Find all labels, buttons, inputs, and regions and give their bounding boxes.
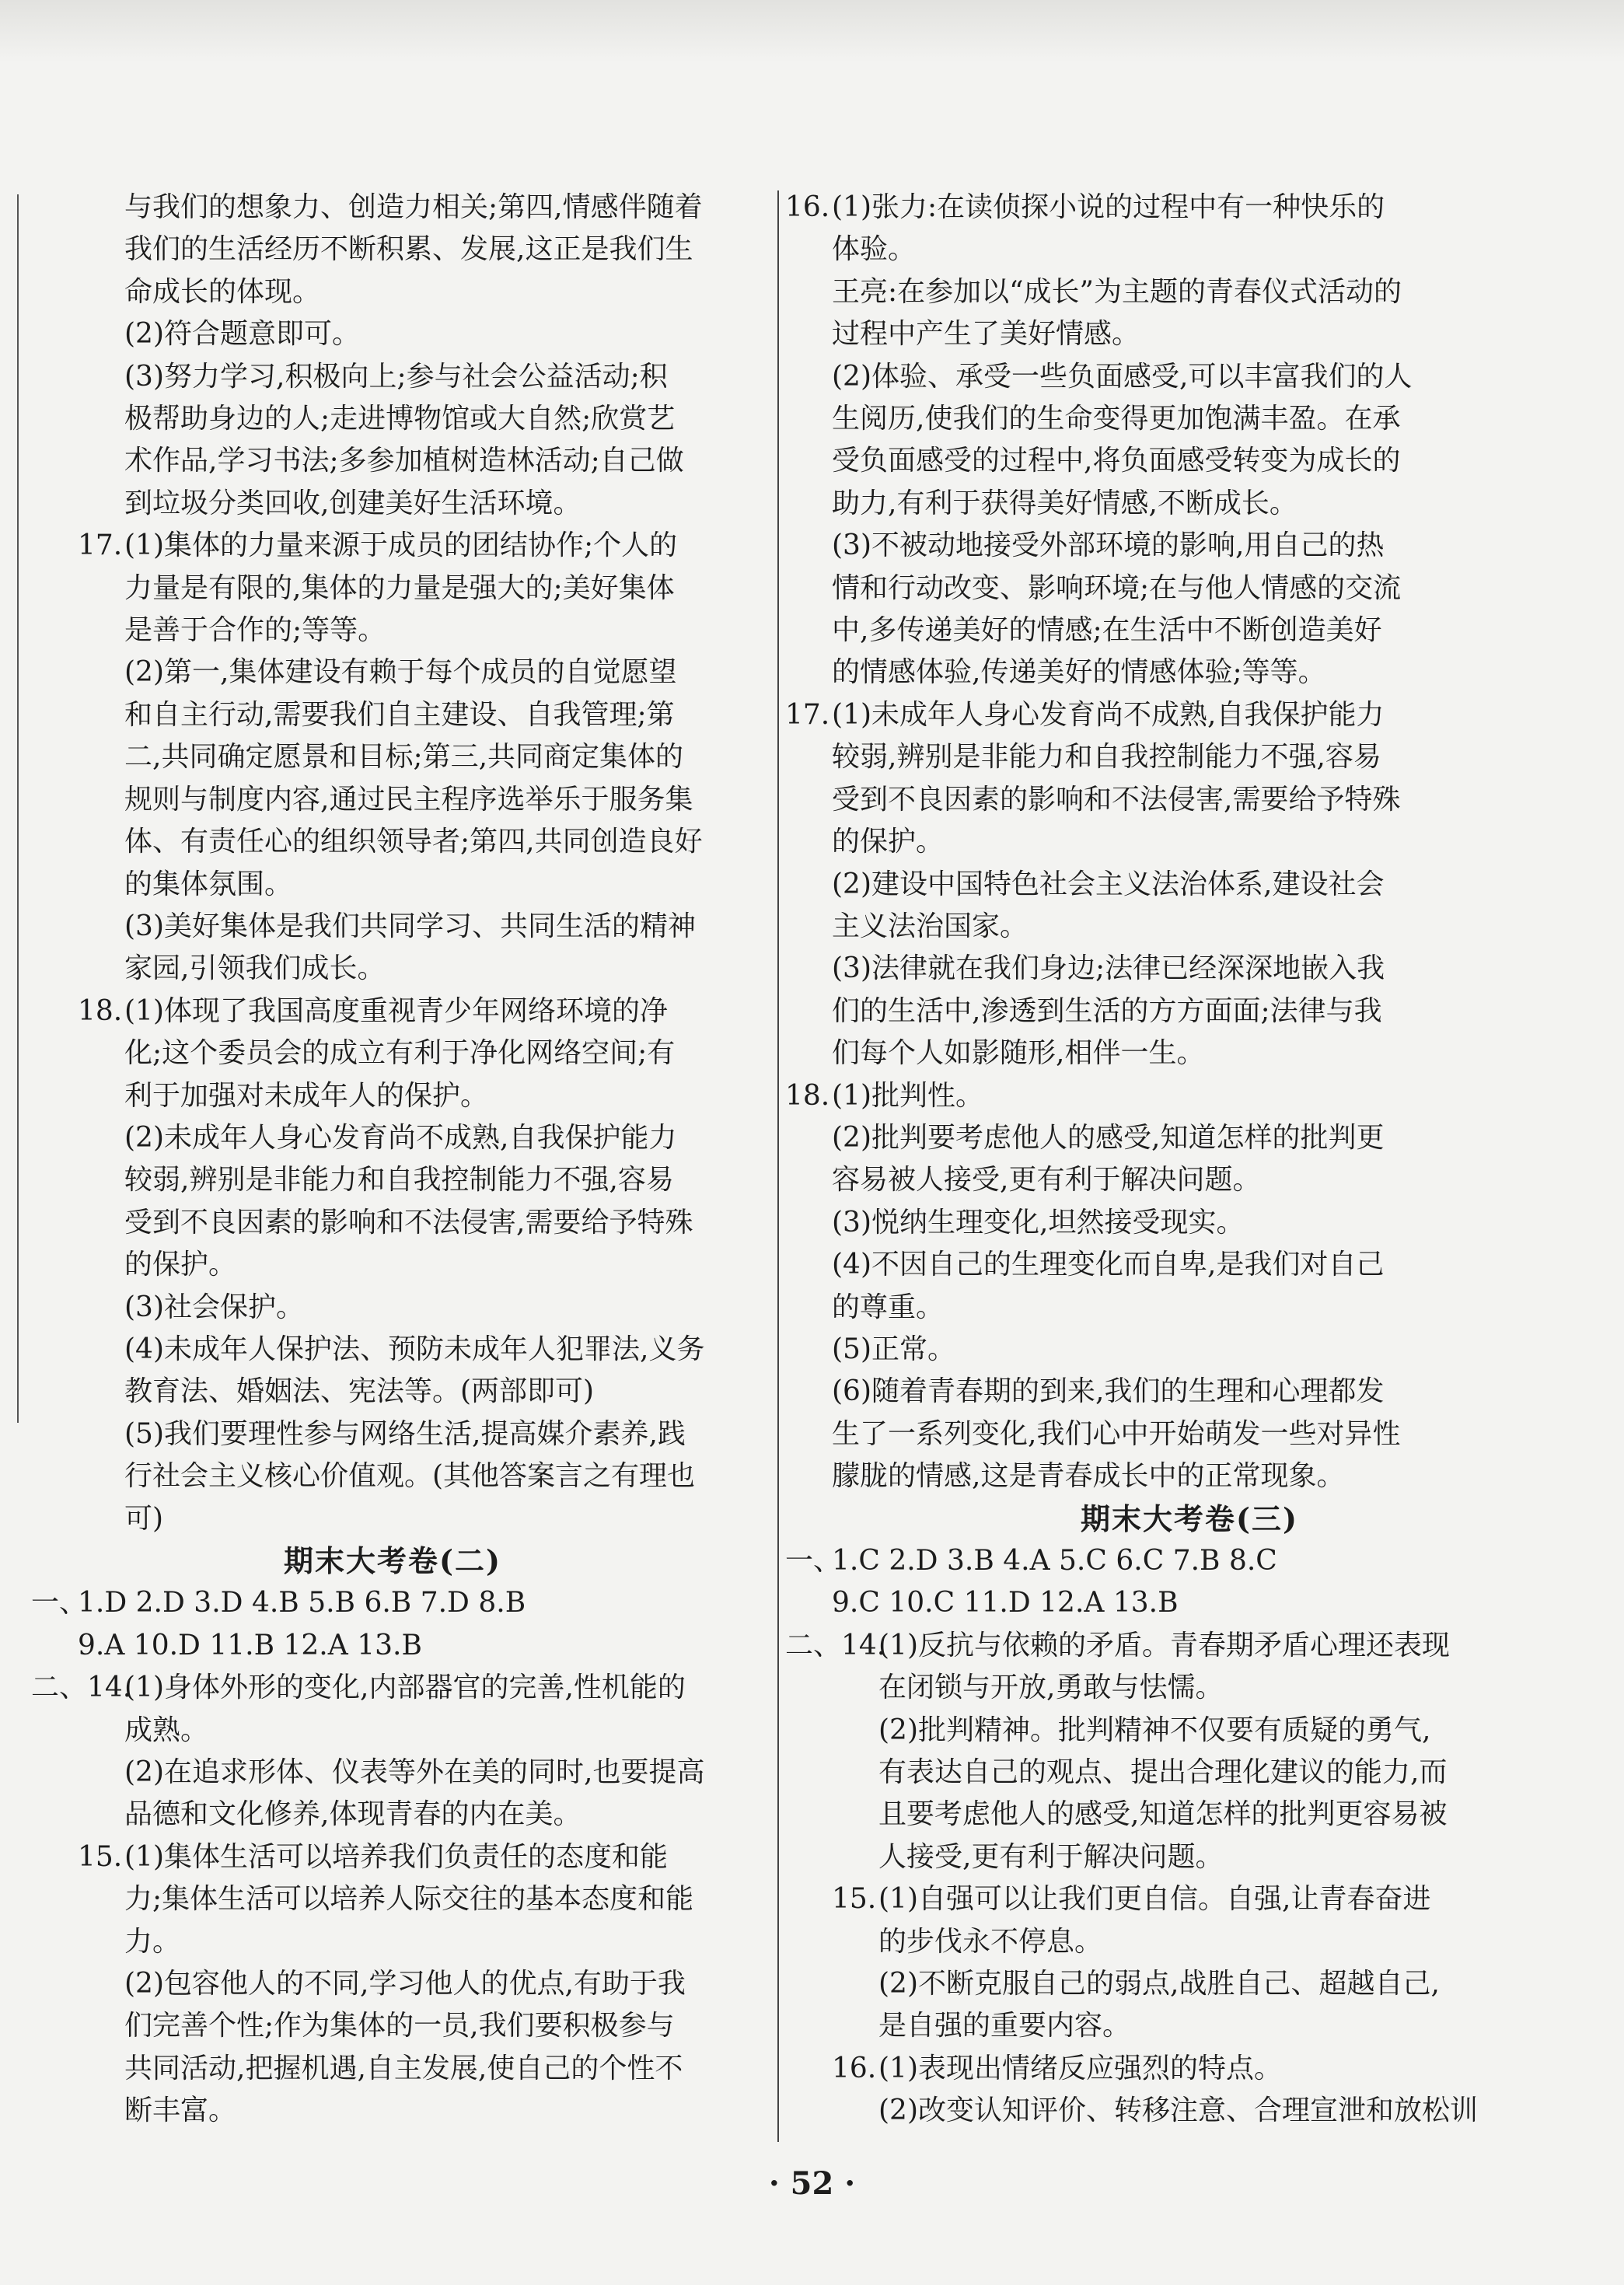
answer-block xyxy=(785,1878,1594,1963)
answer-line: 受到不良因素的影响和不法侵害,需要给予特殊 xyxy=(124,1206,693,1239)
answer-line: 助力,有利于获得美好情感,不断成长。 xyxy=(832,487,1297,519)
answer-line: 较弱,辨别是非能力和自我控制能力不强,容易 xyxy=(124,1164,674,1197)
answer-block xyxy=(785,187,1594,271)
answer-line: 可) xyxy=(124,1502,164,1535)
section-heading xyxy=(785,1498,1594,1540)
answer-line: 们的生活中,渗透到生活的方方面面;法律与我 xyxy=(832,994,1382,1027)
answer-block xyxy=(785,2048,1594,2090)
right-column xyxy=(785,187,1594,2133)
answer-block xyxy=(31,313,754,355)
answer-line: 力;集体生活可以培养人际交往的基本态度和能 xyxy=(124,1883,694,1916)
answer-line: 们每个人如影随形,相伴一生。 xyxy=(832,1037,1205,1070)
answer-line: 与我们的想象力、创造力相关;第四,情感伴随着 xyxy=(124,191,703,223)
answer-line: 中,多传递美好的情感;在生活中不断创造美好 xyxy=(832,614,1382,647)
answer-line: 规则与制度内容,通过民主程序选举乐于服务集 xyxy=(124,783,693,816)
section-heading-text: 期末大考卷(三) xyxy=(1081,1501,1298,1536)
answer-block xyxy=(31,1413,754,1540)
answer-line: 行社会主义核心价值观。(其他答案言之有理也 xyxy=(124,1460,696,1493)
question-number: 16. xyxy=(785,191,830,223)
answer-line: 情和行动改变、影响环境;在与他人情感的交流 xyxy=(832,571,1402,604)
answer-line: (3)美好集体是我们共同学习、共同生活的精神 xyxy=(124,910,696,942)
answer-line: (5)正常。 xyxy=(832,1333,955,1365)
answer-line: 的步伐永不停息。 xyxy=(878,1925,1103,1958)
question-number: 16. xyxy=(832,2052,877,2084)
answer-line: (6)随着青春期的到来,我们的生理和心理都发 xyxy=(832,1375,1385,1408)
answer-line: (2)改变认知评价、转移注意、合理宣泄和放松训 xyxy=(878,2095,1478,2127)
answer-block xyxy=(31,1836,754,1963)
answer-block xyxy=(31,1625,754,1667)
left-margin-rule xyxy=(17,194,19,1423)
answer-line: 且要考虑他人的感受,知道怎样的批判更容易被 xyxy=(878,1798,1448,1831)
answer-block xyxy=(31,652,754,905)
answer-line: 共同活动,把握机遇,自主发展,使自己的个性不 xyxy=(124,2052,683,2084)
answer-line: 王亮:在参加以“成长”为主题的青春仪式活动的 xyxy=(832,275,1402,308)
answer-line: 二,共同确定愿景和目标;第三,共同商定集体的 xyxy=(124,741,684,774)
answer-line: 较弱,辨别是非能力和自我控制能力不强,容易 xyxy=(832,741,1381,774)
answer-line: (1)集体生活可以培养我们负责任的态度和能 xyxy=(124,1840,668,1873)
answer-line: (1)身体外形的变化,内部器官的完善,性机能的 xyxy=(124,1672,686,1704)
answer-block xyxy=(785,1244,1594,1329)
answer-block xyxy=(785,2090,1594,2132)
question-number: 18. xyxy=(785,1079,830,1112)
left-column xyxy=(31,187,754,2133)
section-heading xyxy=(31,1540,754,1582)
answer-line: (2)体验、承受一些负面感受,可以丰富我们的人 xyxy=(832,360,1413,393)
answer-line: (3)努力学习,积极向上;参与社会公益活动;积 xyxy=(124,360,668,393)
answer-block xyxy=(785,1075,1594,1117)
answer-block xyxy=(785,948,1594,1074)
answer-block xyxy=(785,1540,1594,1582)
page-top-edge xyxy=(0,0,1624,62)
answer-block xyxy=(31,1963,754,2133)
answer-line: 的尊重。 xyxy=(832,1291,945,1323)
answer-line: 1.D 2.D 3.D 4.B 5.B 6.B 7.D 8.B xyxy=(78,1587,526,1619)
question-number: 17. xyxy=(78,529,123,562)
answer-block xyxy=(785,1329,1594,1371)
answer-line: 容易被人接受,更有利于解决问题。 xyxy=(832,1164,1261,1197)
answer-block xyxy=(785,864,1594,949)
answer-line: 人接受,更有利于解决问题。 xyxy=(878,1840,1224,1873)
answer-line: (1)表现出情绪反应强烈的特点。 xyxy=(878,2052,1282,2084)
answer-block xyxy=(785,1710,1594,1879)
answer-line: 朦胧的情感,这是青春成长中的正常现象。 xyxy=(832,1460,1345,1493)
answer-line: (3)悦纳生理变化,坦然接受现实。 xyxy=(832,1206,1245,1239)
answer-block xyxy=(31,525,754,652)
answer-line: 体验。 xyxy=(832,233,917,266)
answer-line: 我们的生活经历不断积累、发展,这正是我们生 xyxy=(124,233,693,266)
answer-line: 断丰富。 xyxy=(124,2095,237,2127)
answer-line: (2)符合题意即可。 xyxy=(124,318,360,351)
page-number: · 52 · xyxy=(768,2165,856,2202)
question-number: 15. xyxy=(832,1883,877,1916)
answer-block xyxy=(31,1287,754,1329)
answer-line: (4)未成年人保护法、预防未成年人犯罪法,义务 xyxy=(124,1333,705,1365)
answer-block xyxy=(785,271,1594,356)
answer-block xyxy=(785,1625,1594,1710)
answer-block xyxy=(785,356,1594,526)
answer-line: 的保护。 xyxy=(124,1249,237,1281)
answer-line: (1)批判性。 xyxy=(832,1079,983,1112)
answer-block xyxy=(785,1371,1594,1497)
column-divider xyxy=(777,190,779,2142)
answer-line: 受负面感受的过程中,将负面感受转变为成长的 xyxy=(832,445,1401,477)
answer-block xyxy=(31,991,754,1117)
question-number: 15. xyxy=(78,1840,123,1873)
answer-line: 体、有责任心的组织领导者;第四,共同创造良好 xyxy=(124,826,703,858)
answer-line: 的情感体验,传递美好的情感体验;等等。 xyxy=(832,656,1326,689)
answer-line: 有表达自己的观点、提出合理化建议的能力,而 xyxy=(878,1756,1448,1789)
answer-block xyxy=(31,906,754,991)
answer-line: 生阅历,使我们的生命变得更加饱满丰盈。在承 xyxy=(832,403,1401,435)
answer-line: 生了一系列变化,我们心中开始萌发一些对异性 xyxy=(832,1417,1401,1450)
answer-line: 品德和文化修养,体现青春的内在美。 xyxy=(124,1798,581,1831)
answer-block xyxy=(31,1667,754,1752)
answer-line: (5)我们要理性参与网络生活,提高媒介素养,践 xyxy=(124,1417,686,1450)
answer-line: 是善于合作的;等等。 xyxy=(124,614,386,647)
answer-line: 和自主行动,需要我们自主建设、自我管理;第 xyxy=(124,698,675,731)
answer-line: 力。 xyxy=(124,1925,181,1958)
answer-line: 1.C 2.D 3.B 4.A 5.C 6.C 7.B 8.C xyxy=(832,1545,1277,1577)
answer-line: 到垃圾分类回收,创建美好生活环境。 xyxy=(124,487,581,519)
answer-line: 术作品,学习书法;多参加植树造林活动;自己做 xyxy=(124,445,684,477)
answer-block xyxy=(785,1117,1594,1202)
answer-block xyxy=(785,1963,1594,2048)
answer-block xyxy=(31,1329,754,1413)
answer-line: 9.C 10.C 11.D 12.A 13.B xyxy=(832,1587,1179,1619)
answer-line: (3)法律就在我们身边;法律已经深深地嵌入我 xyxy=(832,952,1385,985)
answer-line: 过程中产生了美好情感。 xyxy=(832,318,1140,351)
answer-line: (1)反抗与依赖的矛盾。青春期矛盾心理还表现 xyxy=(878,1629,1450,1661)
answer-line: (2)批判要考虑他人的感受,知道怎样的批判更 xyxy=(832,1121,1385,1154)
answer-line: (1)集体的力量来源于成员的团结协作;个人的 xyxy=(124,529,678,562)
question-number: 一、 xyxy=(785,1545,842,1577)
answer-line: 家园,引领我们成长。 xyxy=(124,952,386,985)
answer-line: (2)在追求形体、仪表等外在美的同时,也要提高 xyxy=(124,1756,705,1789)
answer-line: 在闭锁与开放,勇敢与怯懦。 xyxy=(878,1672,1224,1704)
answer-line: (1)未成年人身心发育尚不成熟,自我保护能力 xyxy=(832,698,1385,731)
answer-line: 们完善个性;作为集体的一员,我们要积极参与 xyxy=(124,2010,675,2042)
answer-block xyxy=(785,525,1594,694)
answer-line: (1)张力:在读侦探小说的过程中有一种快乐的 xyxy=(832,191,1385,223)
answer-block xyxy=(785,694,1594,864)
answer-line: 受到不良因素的影响和不法侵害,需要给予特殊 xyxy=(832,783,1401,816)
answer-line: (2)包容他人的不同,学习他人的优点,有助于我 xyxy=(124,1968,686,2000)
answer-line: 教育法、婚姻法、宪法等。(两部即可) xyxy=(124,1375,595,1408)
answer-line: (1)自强可以让我们更自信。自强,让青春奋进 xyxy=(878,1883,1431,1916)
answer-line: 的集体氛围。 xyxy=(124,868,293,900)
answer-line: (2)未成年人身心发育尚不成熟,自我保护能力 xyxy=(124,1121,677,1154)
answer-block xyxy=(31,187,754,313)
question-number: 一、 xyxy=(31,1587,88,1619)
answer-line: 极帮助身边的人;走进博物馆或大自然;欣赏艺 xyxy=(124,403,676,435)
answer-line: 力量是有限的,集体的力量是强大的;美好集体 xyxy=(124,571,675,604)
answer-block xyxy=(31,1582,754,1624)
answer-line: (3)社会保护。 xyxy=(124,1291,304,1323)
answer-line: 9.A 10.D 11.B 12.A 13.B xyxy=(78,1629,422,1661)
answer-line: (2)批判精神。批判精神不仅要有质疑的勇气, xyxy=(878,1714,1431,1746)
question-number: 17. xyxy=(785,698,830,731)
answer-line: 的保护。 xyxy=(832,826,945,858)
answer-block xyxy=(785,1202,1594,1244)
answer-line: 命成长的体现。 xyxy=(124,275,321,308)
answer-line: (3)不被动地接受外部环境的影响,用自己的热 xyxy=(832,529,1385,562)
answer-line: (1)体现了我国高度重视青少年网络环境的净 xyxy=(124,994,668,1027)
question-number: 18. xyxy=(78,994,123,1027)
answer-line: (2)建设中国特色社会主义法治体系,建设社会 xyxy=(832,868,1385,900)
answer-line: (2)第一,集体建设有赖于每个成员的自觉愿望 xyxy=(124,656,677,689)
answer-line: 化;这个委员会的成立有利于净化网络空间;有 xyxy=(124,1037,676,1070)
answer-block xyxy=(785,1582,1594,1624)
answer-line: 利于加强对未成年人的保护。 xyxy=(124,1079,489,1112)
question-number: 二、14. xyxy=(785,1629,886,1661)
answer-line: (2)不断克服自己的弱点,战胜自己、超越自己, xyxy=(878,1968,1440,2000)
answer-line: 主义法治国家。 xyxy=(832,910,1029,942)
answer-line: 是自强的重要内容。 xyxy=(878,2010,1131,2042)
answer-block xyxy=(31,1752,754,1836)
question-number: 二、14. xyxy=(31,1672,132,1704)
section-heading-text: 期末大考卷(二) xyxy=(284,1543,501,1578)
answer-line: (4)不因自己的生理变化而自卑,是我们对自己 xyxy=(832,1249,1385,1281)
answer-line: 成熟。 xyxy=(124,1714,209,1746)
answer-block xyxy=(31,1117,754,1287)
answer-block xyxy=(31,356,754,526)
